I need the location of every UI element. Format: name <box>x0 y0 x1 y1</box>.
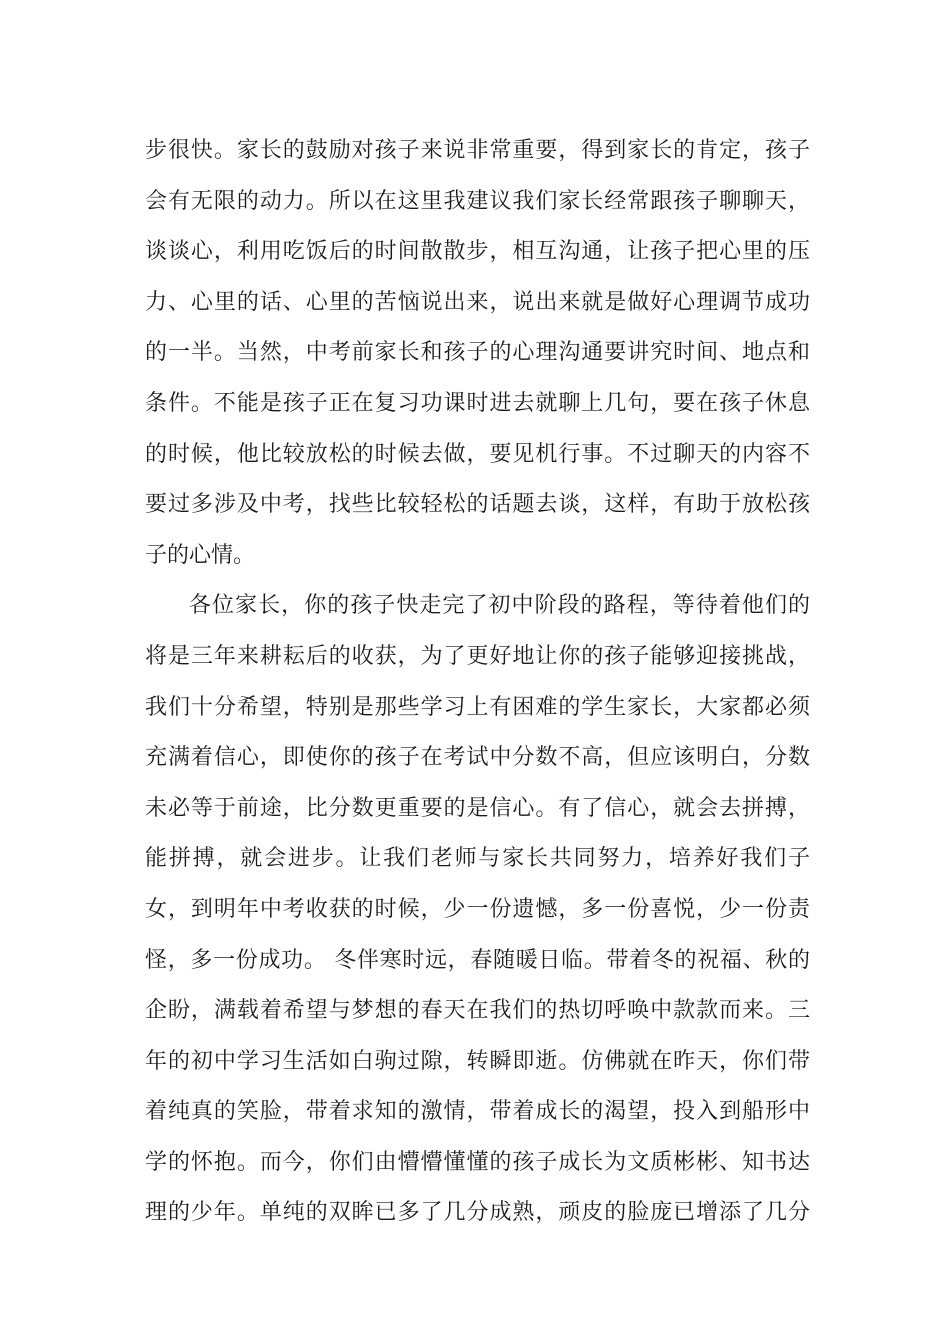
text-line: 着纯真的笑脸，带着求知的激情，带着成长的渴望，投入到船形中 <box>145 1099 810 1125</box>
body-text <box>145 126 810 1239</box>
text-line: 条件。不能是孩子正在复习功课时进去就聊上几句，要在孩子休息 <box>145 390 810 416</box>
text-line: 步很快。家长的鼓励对孩子来说非常重要，得到家长的肯定，孩子 <box>145 138 810 163</box>
text-line: 的时候，他比较放松的时候去做，要见机行事。不过聊天的内容不 <box>145 441 810 467</box>
text-line: 未必等于前途，比分数更重要的是信心。有了信心，就会去拼搏， <box>145 795 810 821</box>
text-line: 会有无限的动力。所以在这里我建议我们家长经常跟孩子聊聊天， <box>145 188 810 214</box>
text-line: 将是三年来耕耘后的收获，为了更好地让你的孩子能够迎接挑战， <box>145 643 810 669</box>
text-line: 我们十分希望，特别是那些学习上有困难的学生家长，大家都必须 <box>145 694 810 720</box>
text-line: 怪，多一份成功。 冬伴寒时远，春随暖日临。带着冬的祝福、秋的 <box>145 947 810 973</box>
text-line: 企盼，满载着希望与梦想的春天在我们的热切呼唤中款款而来。三 <box>145 998 810 1024</box>
text-line: 学的怀抱。而今，你们由懵懵懂懂的孩子成长为文质彬彬、知书达 <box>145 1149 810 1175</box>
text-line: 能拼搏，就会进步。让我们老师与家长共同努力，培养好我们子 <box>145 846 810 872</box>
text-line: 力、心里的话、心里的苦恼说出来，说出来就是做好心理调节成功 <box>145 289 810 315</box>
text-line: 理的少年。单纯的双眸已多了几分成熟，顽皮的脸庞已增添了几分 <box>145 1200 810 1226</box>
paragraph-1 <box>145 126 810 581</box>
paragraph-2 <box>145 581 810 1239</box>
text-line: 要过多涉及中考，找些比较轻松的话题去谈，这样，有助于放松孩 <box>145 492 810 518</box>
text-line: 的一半。当然，中考前家长和孩子的心理沟通要讲究时间、地点和 <box>145 340 810 366</box>
text-line: 充满着信心，即使你的孩子在考试中分数不高，但应该明白，分数 <box>145 745 810 771</box>
text-line: 年的初中学习生活如白驹过隙，转瞬即逝。仿佛就在昨天，你们带 <box>145 1048 810 1074</box>
text-line: 各位家长，你的孩子快走完了初中阶段的路程，等待着他们的 <box>189 593 810 619</box>
text-line: 谈谈心，利用吃饭后的时间散散步，相互沟通，让孩子把心里的压 <box>145 239 810 265</box>
text-line: 子的心情。 <box>145 542 256 568</box>
text-line: 女，到明年中考收获的时候，少一份遗憾，多一份喜悦，少一份责 <box>145 896 810 922</box>
